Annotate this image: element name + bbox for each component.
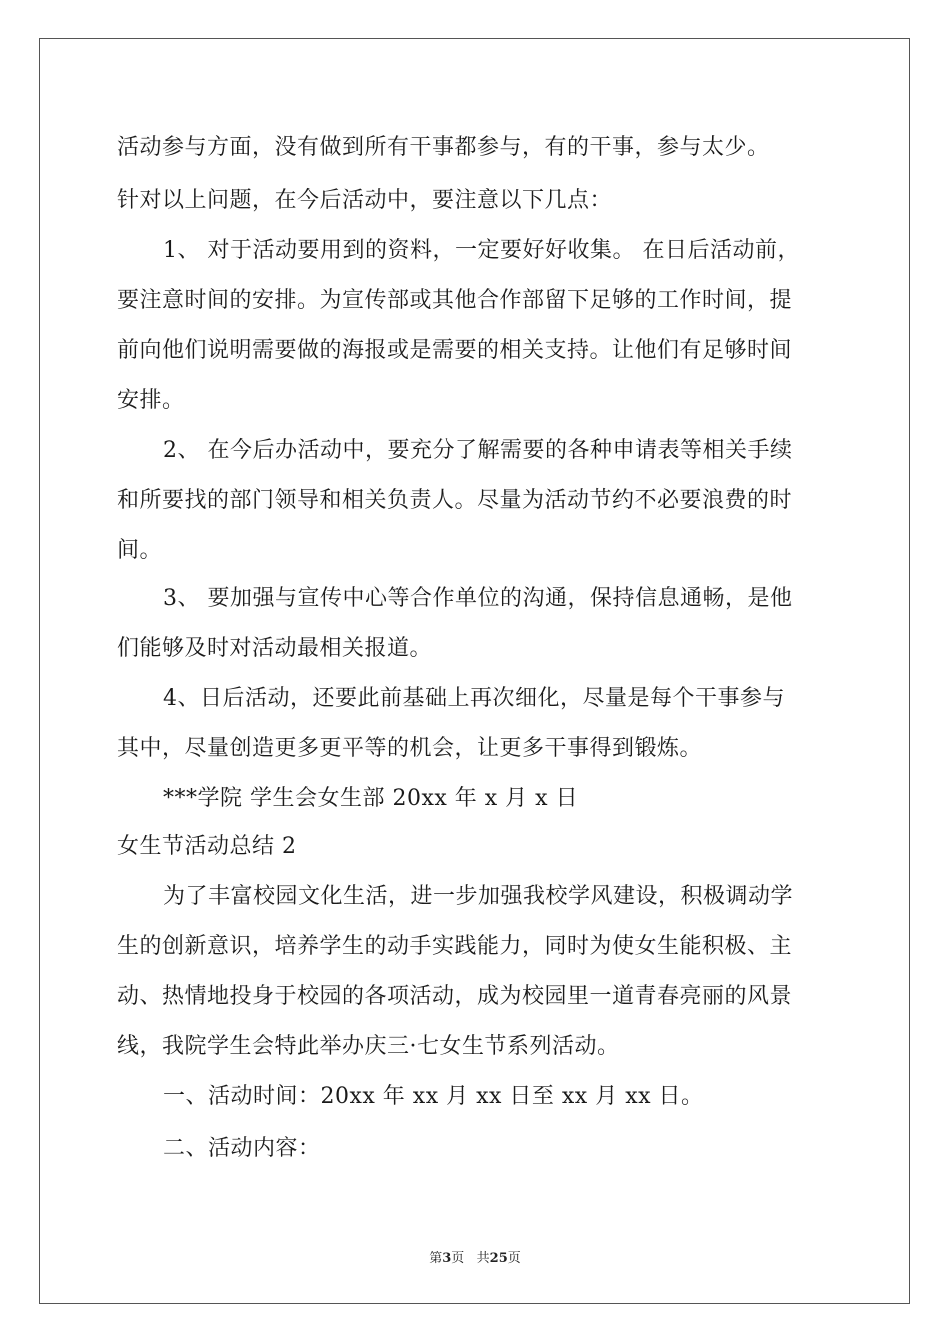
text-line: 生的创新意识，培养学生的动手实践能力，同时为使女生能积极、主 xyxy=(117,934,793,959)
list-item-1: 1、 对于活动要用到的资料，一定要好好收集。 在日后活动前， xyxy=(163,238,800,263)
text-line: 要注意时间的安排。为宣传部或其他合作部留下足够的工作时间，提 xyxy=(117,288,793,313)
text-line: 安排。 xyxy=(117,388,185,413)
text-line: 间。 xyxy=(117,538,163,563)
footer-prefix: 第 xyxy=(429,1251,443,1266)
list-item-4: 4、日后活动，还要此前基础上再次细化，尽量是每个干事参与 xyxy=(163,686,785,711)
text-line: 线，我院学生会特此举办庆三·七女生节系列活动。 xyxy=(117,1034,620,1059)
activity-time: 一、活动时间：20xx 年 xx 月 xx 日至 xx 月 xx 日。 xyxy=(163,1084,704,1109)
text-line: 为了丰富校园文化生活，进一步加强我校学风建设，积极调动学 xyxy=(163,884,794,909)
text-line: 其中，尽量创造更多更平等的机会，让更多干事得到锻炼。 xyxy=(117,736,703,761)
text-line: 们能够及时对活动最相关报道。 xyxy=(117,636,433,661)
text-line: 和所要找的部门领导和相关负责人。尽量为活动节约不必要浪费的时 xyxy=(117,488,793,513)
section-title: 女生节活动总结 2 xyxy=(117,834,297,859)
text-line: 前向他们说明需要做的海报或是需要的相关支持。让他们有足够时间 xyxy=(117,338,793,363)
text-line: 活动参与方面，没有做到所有干事都参与，有的干事，参与太少。 xyxy=(117,135,770,160)
page-number: 3 xyxy=(442,1251,452,1266)
footer-middle: 页 共 xyxy=(451,1251,490,1266)
footer-suffix: 页 xyxy=(507,1251,521,1266)
list-item-3: 3、 要加强与宣传中心等合作单位的沟通，保持信息通畅，是他 xyxy=(163,586,793,611)
text-line: 针对以上问题，在今后活动中，要注意以下几点： xyxy=(117,188,613,213)
signature-line: ***学院 学生会女生部 20xx 年 x 月 x 日 xyxy=(163,786,579,811)
page-border xyxy=(39,38,910,1304)
list-item-2: 2、 在今后办活动中，要充分了解需要的各种申请表等相关手续 xyxy=(163,438,793,463)
activity-content-heading: 二、活动内容： xyxy=(163,1136,321,1161)
text-line: 动、热情地投身于校园的各项活动，成为校园里一道青春亮丽的风景 xyxy=(117,984,793,1009)
total-pages: 25 xyxy=(489,1251,508,1266)
page-footer xyxy=(0,1247,950,1266)
